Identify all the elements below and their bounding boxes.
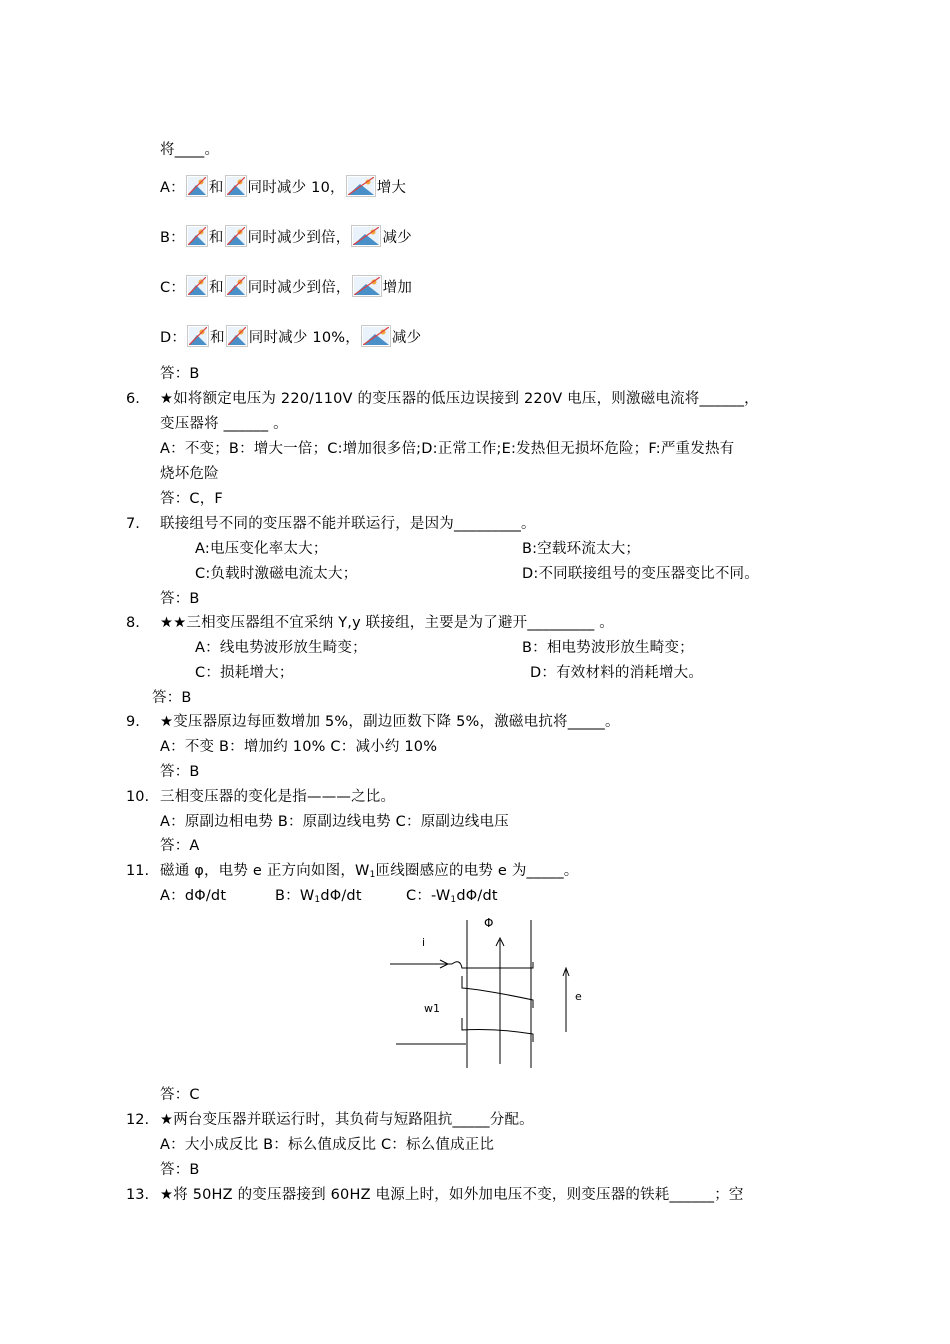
q7-option-a: A:电压变化率太大； — [195, 541, 328, 557]
broken-image-icon — [346, 175, 376, 197]
q12-number: 12. — [126, 1112, 150, 1128]
q9-answer: 答：B — [160, 764, 200, 780]
broken-image-icon — [226, 325, 248, 347]
q10-stem: 三相变压器的变化是指———之比。 — [160, 789, 396, 805]
q11-option-c: C：$-W_1d\Phi/dt$ — [406, 888, 498, 905]
q9-options: A：不变 B：增加约 10% C：减小约 10% — [160, 739, 438, 755]
q8-number: 8. — [126, 615, 140, 631]
q6-number: 6. — [126, 391, 140, 407]
q5-option-c: C： 和 同时减少到倍， 增加 — [160, 275, 412, 299]
q7-option-b: B:空载环流太大； — [522, 541, 641, 557]
q11-option-b: B：$W_1d\Phi/dt$ — [275, 888, 362, 905]
broken-image-icon — [352, 275, 382, 297]
q11-option-a: A：dΦ/dt — [160, 888, 227, 904]
q12-stem: ★两台变压器并联运行时，其负荷与短路阻抗_____分配。 — [160, 1112, 534, 1128]
q7-answer: 答：B — [160, 591, 200, 607]
q6-stem-line2: 变压器将 ______ 。 — [160, 416, 288, 432]
q12-options: A：大小成反比 B：标么值成反比 C：标么值成正比 — [160, 1137, 495, 1153]
broken-image-icon — [361, 325, 391, 347]
q8-option-a: A：线电势波形放生畸变； — [195, 640, 367, 656]
q7-number: 7. — [126, 516, 140, 532]
broken-image-icon — [186, 225, 208, 247]
q9-number: 9. — [126, 714, 140, 730]
q5-stem-tail: 将____。 — [160, 142, 220, 158]
q12-answer: 答：B — [160, 1162, 200, 1178]
q7-stem: 联接组号不同的变压器不能并联运行，是因为_________。 — [160, 516, 536, 532]
q7-option-c: C:负载时激磁电流太大； — [195, 566, 358, 582]
phi-label: Φ — [484, 916, 494, 930]
broken-image-icon — [225, 275, 247, 297]
broken-image-icon — [187, 325, 209, 347]
q6-stem-line1: ★如将额定电压为 220/110V 的变压器的低压边误接到 220V 电压，则激磁电流将______， — [160, 391, 759, 407]
q11-stem: 磁通 φ，电势 e 正方向如图，$W_1$匝线圈感应的电势 e 为_____。 — [160, 863, 579, 880]
q6-options-line2: 烧坏危险 — [160, 466, 219, 482]
e-label: e — [575, 990, 582, 1003]
q5-option-b: B： 和 同时减少到倍， 减少 — [160, 225, 412, 249]
w1-label: w1 — [424, 1002, 440, 1015]
q13-stem: ★将 50HZ 的变压器接到 60HZ 电源上时，如外加电压不变，则变压器的铁耗______；空 — [160, 1187, 744, 1203]
current-label: i — [422, 936, 426, 949]
q5-option-a: A： 和 同时减少 10， 增大 — [160, 175, 406, 199]
broken-image-icon — [225, 175, 247, 197]
broken-image-icon — [186, 175, 208, 197]
q10-number: 10. — [126, 789, 150, 805]
q8-stem: ★★三相变压器组不宜采纳 Y,y 联接组，主要是为了避开_________ 。 — [160, 615, 614, 631]
q8-answer: 答：B — [152, 690, 192, 706]
broken-image-icon — [186, 275, 208, 297]
q6-answer: 答：C，F — [160, 491, 223, 507]
broken-image-icon — [225, 225, 247, 247]
q10-answer: 答：A — [160, 838, 200, 854]
coil-diagram — [386, 912, 586, 1070]
q5-option-d: D： 和 同时减少 10%， 减少 — [160, 325, 421, 349]
q11-answer: 答：C — [160, 1087, 200, 1103]
q8-option-b: B：相电势波形放生畸变； — [522, 640, 694, 656]
q10-options: A：原副边相电势 B：原副边线电势 C：原副边线电压 — [160, 814, 509, 830]
q7-option-d: D:不同联接组号的变压器变比不同。 — [522, 566, 759, 582]
q6-options-line1: A：不变；B：增大一倍；C:增加很多倍;D:正常工作;E:发热但无损坏危险；F:严重发热有 — [160, 441, 735, 457]
q13-number: 13. — [126, 1187, 150, 1203]
broken-image-icon — [351, 225, 381, 247]
q8-option-c: C：损耗增大； — [195, 665, 294, 681]
q11-number: 11. — [126, 863, 150, 879]
q5-answer: 答：B — [160, 366, 200, 382]
q9-stem: ★变压器原边每匝数增加 5%，副边匝数下降 5%，激磁电抗将_____。 — [160, 714, 620, 730]
q8-option-d: D：有效材料的消耗增大。 — [530, 665, 704, 681]
